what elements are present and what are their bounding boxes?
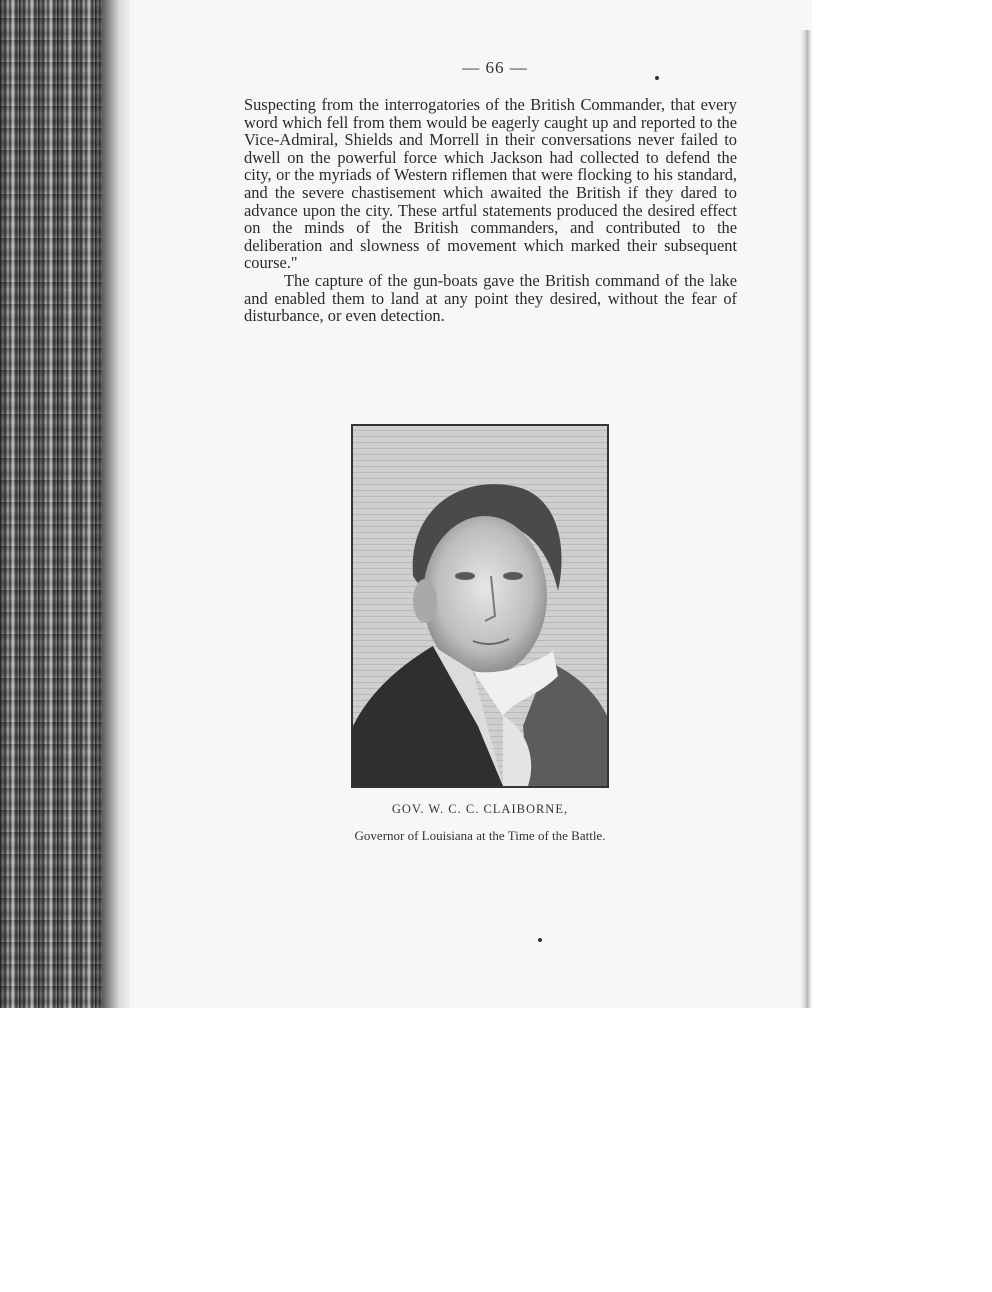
figure-caption-description: Governor of Louisiana at the Time of the Battle. — [354, 828, 606, 843]
paragraph: Suspecting from the interrogatories of the British Commander, that every word which fell from them would be eagerly caught up and reported to the Vice-Admiral, Shields and Morrell in their conversations never failed to dwell on the powerful force which Jackson had collected to defend the city, or the myriads of Western riflemen that were flocking to his standard, and the severe chastisement which awaited the British if they dared to advance upon the city. These artful statements produced the desired effect on the minds of the British commanders, and contributed to the deliberation and slowness of movement which marked their subsequent course." — [244, 95, 737, 273]
portrait-drawing — [353, 426, 607, 786]
page-number: — 66 — — [462, 58, 528, 77]
ink-speck — [538, 938, 542, 942]
ink-speck — [655, 76, 659, 80]
paragraph: The capture of the gun-boats gave the British command of the lake and enabled them to land at any point they desired, without the fear of disturbance, or even detection. — [244, 270, 737, 326]
body-text — [244, 96, 737, 325]
figure-caption-name: GOV. W. C. C. CLAIBORNE, — [391, 802, 569, 816]
portrait-image — [351, 424, 609, 788]
book-binding-edge — [0, 0, 130, 1008]
page-edge-shadow — [800, 30, 812, 1008]
